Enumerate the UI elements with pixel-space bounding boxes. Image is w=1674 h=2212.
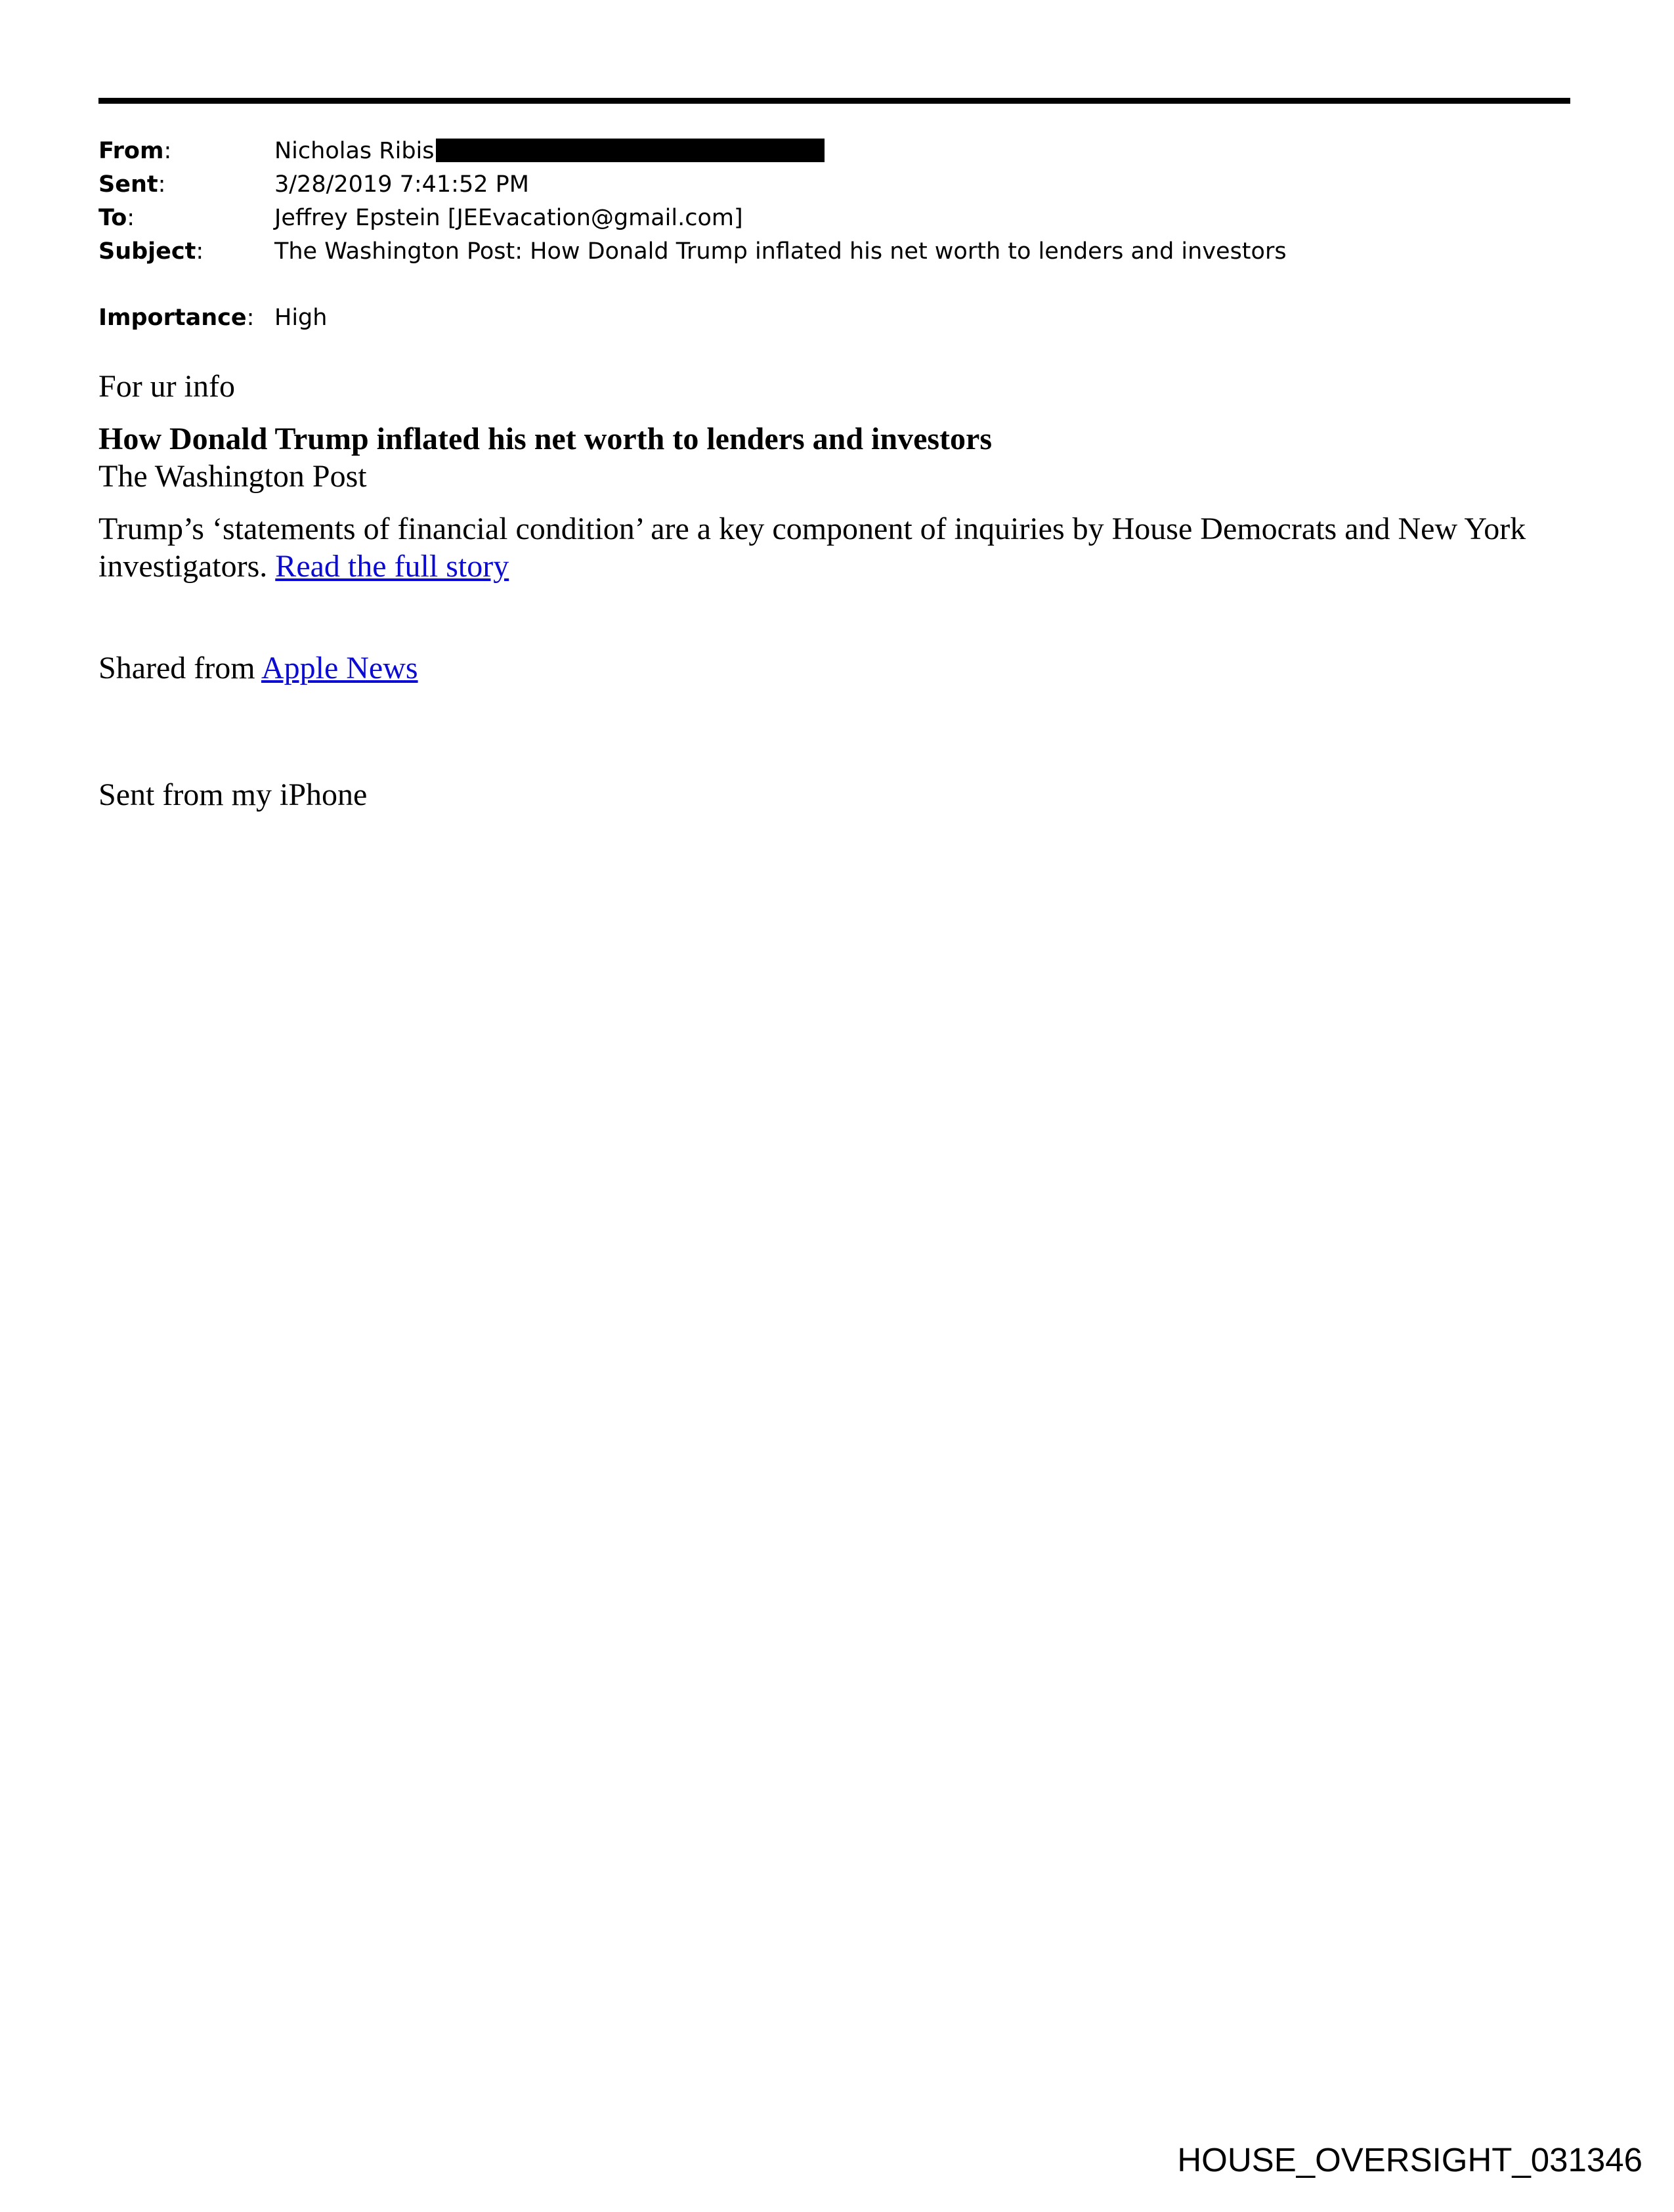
from-value — [274, 135, 825, 168]
email-body — [98, 368, 1576, 813]
subject-label: Subject: — [98, 238, 204, 265]
apple-news-link[interactable]: Apple News — [261, 651, 418, 685]
to-value: Jeffrey Epstein [JEEvacation@gmail.com] — [274, 205, 743, 231]
article-summary — [98, 510, 1576, 585]
to-label: To: — [98, 205, 135, 231]
importance-value: High — [274, 305, 328, 331]
importance-label: Importance: — [98, 305, 255, 331]
from-label: From: — [98, 138, 172, 164]
subject-value: The Washington Post: How Donald Trump inflated his net worth to lenders and investors — [274, 238, 1287, 265]
sent-label: Sent: — [98, 171, 166, 198]
shared-from-line — [98, 649, 1576, 687]
read-full-story-link[interactable]: Read the full story — [275, 549, 509, 584]
article-headline: How Donald Trump inflated his net worth to lenders and investors — [98, 422, 993, 456]
bates-number: HOUSE_OVERSIGHT_031346 — [1177, 2141, 1642, 2179]
signature-line: Sent from my iPhone — [98, 777, 368, 812]
article-source: The Washington Post — [98, 459, 367, 494]
sender-name: Nicholas Ribis — [274, 138, 435, 164]
sent-value: 3/28/2019 7:41:52 PM — [274, 171, 529, 198]
summary-text: Trump’s ‘statements of financial condition’ are a key component of inquiries by House Democrats and New York investigators. — [98, 511, 1526, 584]
redaction-bar — [436, 139, 825, 162]
shared-prefix: Shared from — [98, 651, 255, 685]
top-divider — [98, 98, 1570, 104]
intro-text: For ur info — [98, 369, 235, 404]
